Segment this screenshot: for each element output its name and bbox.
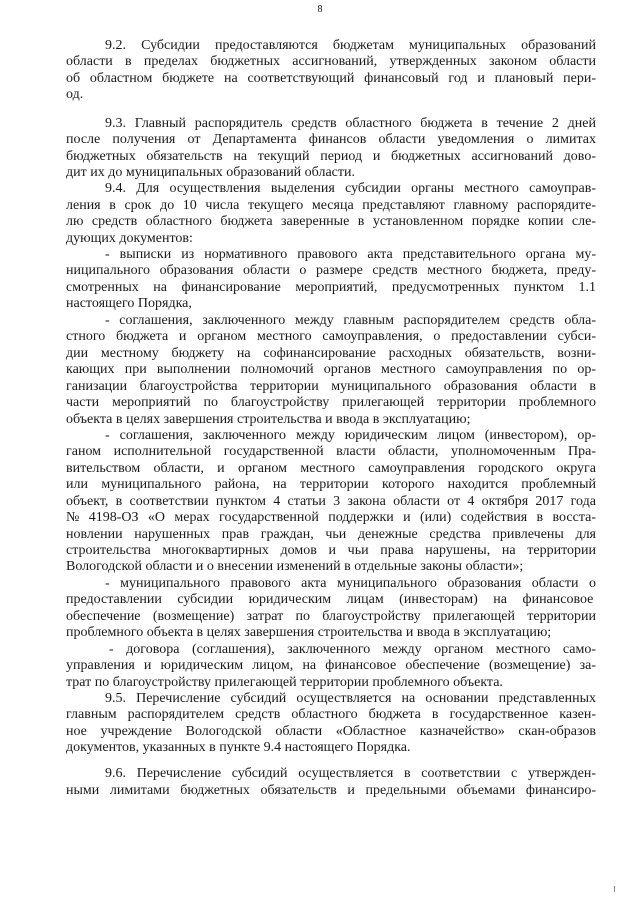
text-line: стного бюджета и органом местного самоуправления, о предоставлении субси- xyxy=(66,329,596,344)
text-line: - договора (соглашения), заключенного между органом местного само- xyxy=(109,642,596,657)
text-line: кающих при выполнении полномочий органов местного самоуправления по ор- xyxy=(66,362,596,377)
text-line: ления в срок до 10 числа текущего месяца представляют главному распорядите- xyxy=(66,198,596,213)
text-line: главным распорядителем средств областного бюджета в государственное казен- xyxy=(66,707,596,722)
text-line: проблемного объекта в целях завершения строительства и ввода в эксплуатацию; xyxy=(66,625,552,640)
text-line: дующих документов: xyxy=(66,231,193,246)
text-line: ганом исполнительной государственной власти области, уполномоченным Пра- xyxy=(66,444,596,459)
scan-mark xyxy=(614,886,615,892)
text-line: области в пределах бюджетных ассигнований, утвержденных законом области xyxy=(66,54,596,69)
text-line: 9.4. Для осуществления выделения субсидии органы местного самоуправ- xyxy=(105,181,596,196)
text-line: - соглашения, заключенного между юридическим лицом (инвестором), ор- xyxy=(105,428,596,443)
text-line: бюджетных обязательств на текущий период и бюджетных ассигнований дово- xyxy=(66,149,596,164)
text-line: - муниципального правового акта муниципального образования области о xyxy=(105,576,596,591)
text-line: ными лимитами бюджетных обязательств и предельными объемами финансиро- xyxy=(66,783,596,798)
text-line: новлении нарушенных прав граждан, чьи денежные средства привлечены для xyxy=(66,527,596,542)
text-line: ганизации благоустройства территории муниципального образования области в xyxy=(66,379,596,394)
text-line: од. xyxy=(66,87,84,102)
text-line: дии местному бюджету на софинансирование расходных обязательств, возни- xyxy=(66,346,596,361)
text-line: ниципального образования области о размере средств местного бюджета, преду- xyxy=(66,263,596,278)
text-line: лю средств областного бюджета заверенные в установленном порядке копии сле- xyxy=(66,214,596,229)
text-line: документов, указанных в пункте 9.4 настоящего Порядка. xyxy=(66,740,411,755)
text-line: части мероприятий по благоустройству прилегающей территории проблемного xyxy=(66,395,596,410)
text-line: обеспечение (возмещение) затрат по благоустройству прилегающей территории xyxy=(66,609,596,624)
text-line: вительством области, и органом местного самоуправления городского округа xyxy=(66,461,596,476)
text-line: управления и юридическим лицом, на финансовое обеспечение (возмещение) за- xyxy=(66,658,596,673)
text-line: Вологодской области и о внесении изменений в отдельные законы области»; xyxy=(66,559,524,574)
text-line: или муниципального района, на территории которого находится проблемный xyxy=(66,477,596,492)
text-line: объект, в соответствии пунктом 4 статьи 3 закона области от 4 октября 2017 года xyxy=(66,494,596,509)
page-number: 8 xyxy=(317,4,323,15)
text-line: - выписки из нормативного правового акта представительного органа му- xyxy=(105,247,596,262)
text-line: строительства многоквартирных домов и чьи права нарушены, на территории xyxy=(66,543,596,558)
text-line: предоставлении субсидии юридическим лицам (инвесторам) на финансовое xyxy=(66,592,594,607)
text-line: 9.2. Субсидии предоставляются бюджетам муниципальных образований xyxy=(105,38,596,53)
text-line: дит их до муниципальных образований области. xyxy=(66,165,355,180)
text-line: смотренных на финансирование мероприятий, предусмотренных пунктом 1.1 xyxy=(66,280,596,295)
text-line: объекта в целях завершения строительства и ввода в эксплуатацию; xyxy=(66,412,471,427)
text-line: после получения от Департамента финансов области уведомления о лимитах xyxy=(66,132,596,147)
text-line: 9.3. Главный распорядитель средств областного бюджета в течение 2 дней xyxy=(105,116,596,131)
text-line: 9.6. Перечисление субсидий осуществляется в соответствии с утвержден- xyxy=(105,766,596,781)
text-line: 9.5. Перечисление субсидий осуществляется на основании представленных xyxy=(105,691,596,706)
text-line: настоящего Порядка, xyxy=(66,296,192,311)
text-line: № 4198-ОЗ «О мерах государственной поддержки и (или) содействия в восста- xyxy=(66,510,596,525)
text-line: трат по благоустройству прилегающей территории проблемного объекта. xyxy=(66,675,503,690)
text-line: ное учреждение Вологодской области «Областное казначейство» скан-образов xyxy=(66,724,596,739)
text-line: - соглашения, заключенного между главным распорядителем средств обла- xyxy=(105,313,596,328)
text-line: об областном бюджете на соответствующий финансовый год и плановый пери- xyxy=(66,71,596,86)
